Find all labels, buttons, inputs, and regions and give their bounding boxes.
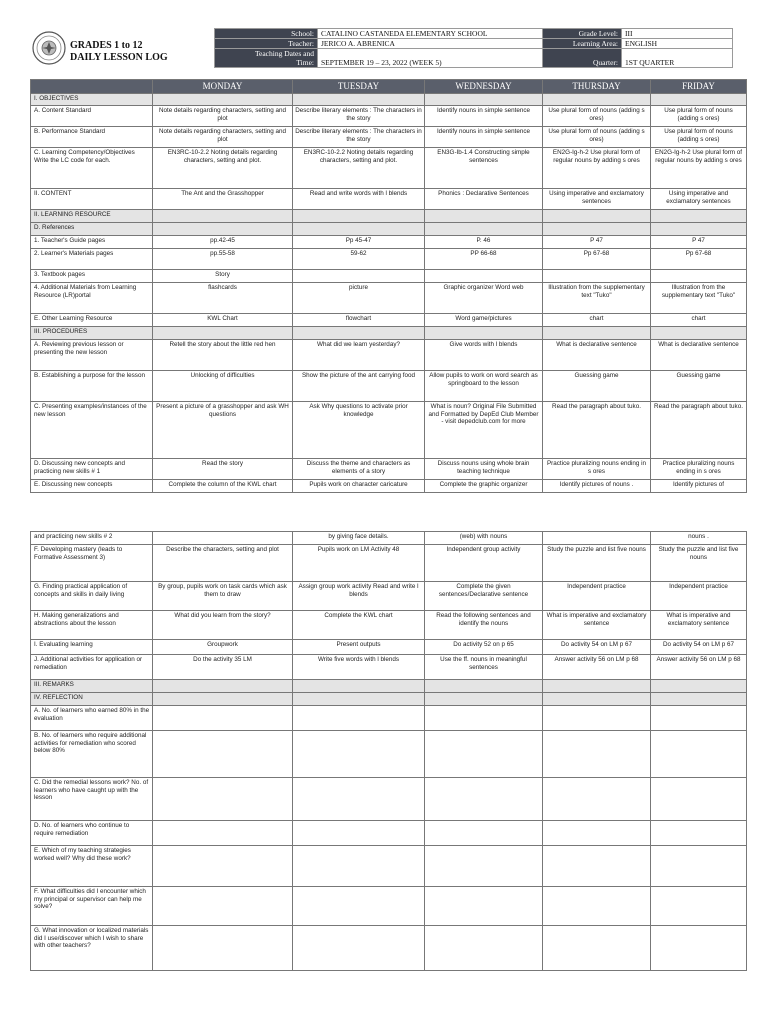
page2-row	[31, 778, 747, 821]
cell-thursday: EN2G-Ig-h-2 Use plural form of regular nouns by adding s ores	[543, 148, 651, 189]
cell-wednesday: What is noun? Original File Submitted and Formatted by DepEd Club Member - visit depedclub.com for more	[425, 402, 543, 459]
row-label: A. Content Standard	[31, 106, 153, 127]
deped-seal-logo	[32, 31, 66, 65]
cell-wednesday	[425, 887, 543, 926]
row-label: J. Additional activities for application or remediation	[31, 655, 153, 680]
cell-thursday	[543, 846, 651, 887]
cell-tuesday: Pupils work on LM Activity 48	[293, 545, 425, 582]
cell-thursday: Pp 67-68	[543, 249, 651, 270]
cell-monday	[153, 532, 293, 545]
day-header-row	[31, 80, 747, 94]
cell-tuesday: What did we learn yesterday?	[293, 340, 425, 371]
cell-tuesday	[293, 887, 425, 926]
cell-tuesday	[293, 327, 425, 340]
row-label: D. References	[31, 223, 153, 236]
cell-monday: Unlocking of difficulties	[153, 371, 293, 402]
row-label: C. Learning Competency/Objectives Write the LC code for each.	[31, 148, 153, 189]
cell-thursday: Study the puzzle and list five nouns	[543, 545, 651, 582]
quarter-value: 1ST QUARTER	[622, 49, 733, 68]
learning-area-label: Learning Area:	[543, 39, 622, 49]
cell-wednesday: PP 66-68	[425, 249, 543, 270]
cell-friday: Read the paragraph about tuko.	[651, 402, 747, 459]
cell-wednesday: Independent group activity	[425, 545, 543, 582]
cell-friday: Identify pictures of	[651, 480, 747, 493]
page2-row	[31, 846, 747, 887]
page1-row	[31, 270, 747, 283]
cell-wednesday: P. 46	[425, 236, 543, 249]
cell-friday	[651, 706, 747, 731]
cell-wednesday: Identify nouns in simple sentence	[425, 106, 543, 127]
row-label: 3. Textbook pages	[31, 270, 153, 283]
cell-tuesday	[293, 270, 425, 283]
page2-row	[31, 887, 747, 926]
cell-thursday	[543, 270, 651, 283]
cell-thursday: What is imperative and exclamatory sentence	[543, 611, 651, 640]
cell-monday: EN3RC-10-2.2 Noting details regarding characters, setting and plot.	[153, 148, 293, 189]
dates-value: SEPTEMBER 19 – 23, 2022 (WEEK 5)	[318, 49, 543, 68]
page2-row	[31, 655, 747, 680]
cell-wednesday: EN3G-Ib-1.4 Constructing simple sentences	[425, 148, 543, 189]
cell-thursday: Independent practice	[543, 582, 651, 611]
cell-monday	[153, 846, 293, 887]
cell-thursday	[543, 778, 651, 821]
cell-tuesday	[293, 680, 425, 693]
row-label: 1. Teacher's Guide pages	[31, 236, 153, 249]
cell-wednesday: (web) with nouns	[425, 532, 543, 545]
cell-thursday	[543, 680, 651, 693]
cell-wednesday	[425, 926, 543, 971]
cell-thursday: Illustration from the supplementary text "Tuko"	[543, 283, 651, 314]
row-label: A. Reviewing previous lesson or presenting the new lesson	[31, 340, 153, 371]
page2-row	[31, 821, 747, 846]
page1-row	[31, 459, 747, 480]
cell-monday	[153, 778, 293, 821]
row-label: F. Developing mastery (leads to Formative Assessment 3)	[31, 545, 153, 582]
cell-wednesday: Graphic organizer Word web	[425, 283, 543, 314]
cell-thursday: Guessing game	[543, 371, 651, 402]
quarter-label: Quarter:	[543, 49, 622, 68]
cell-thursday: What is declarative sentence	[543, 340, 651, 371]
page1-row	[31, 106, 747, 127]
cell-wednesday: Complete the graphic organizer	[425, 480, 543, 493]
cell-tuesday	[293, 821, 425, 846]
row-label: 2. Learner's Materials pages	[31, 249, 153, 270]
lesson-plan-table-page-2	[30, 531, 747, 971]
cell-wednesday	[425, 821, 543, 846]
cell-friday	[651, 210, 747, 223]
cell-tuesday	[293, 706, 425, 731]
cell-wednesday	[425, 327, 543, 340]
teacher-value: JERICO A. ABRENICA	[318, 39, 543, 49]
cell-tuesday: picture	[293, 283, 425, 314]
cell-tuesday: Write five words with l blends	[293, 655, 425, 680]
cell-thursday: chart	[543, 314, 651, 327]
cell-tuesday: Read and write words with l blends	[293, 189, 425, 210]
cell-thursday	[543, 926, 651, 971]
cell-tuesday: Pp 45-47	[293, 236, 425, 249]
page2-row	[31, 611, 747, 640]
cell-thursday	[543, 223, 651, 236]
cell-monday	[153, 210, 293, 223]
cell-friday: EN2G-Ig-h-2 Use plural form of regular nouns by adding s ores	[651, 148, 747, 189]
cell-thursday	[543, 532, 651, 545]
cell-monday: pp.42-45	[153, 236, 293, 249]
cell-friday: chart	[651, 314, 747, 327]
cell-friday: Study the puzzle and list five nouns	[651, 545, 747, 582]
cell-friday: P 47	[651, 236, 747, 249]
cell-tuesday: Describe literary elements : The characters in the story	[293, 127, 425, 148]
cell-thursday	[543, 327, 651, 340]
page1-row	[31, 148, 747, 189]
cell-thursday: Using imperative and exclamatory sentences	[543, 189, 651, 210]
cell-thursday: Do activity 54 on LM p 67	[543, 640, 651, 655]
page2-row	[31, 640, 747, 655]
cell-friday	[651, 778, 747, 821]
page1-row	[31, 210, 747, 223]
cell-tuesday: Show the picture of the ant carrying food	[293, 371, 425, 402]
cell-thursday: Use plural form of nouns (adding s ores)	[543, 106, 651, 127]
cell-monday: Story	[153, 270, 293, 283]
cell-monday: Present a picture of a grasshopper and ask WH questions	[153, 402, 293, 459]
cell-tuesday: Present outputs	[293, 640, 425, 655]
dates-label	[215, 49, 318, 68]
cell-wednesday: Read the following sentences and identify the nouns	[425, 611, 543, 640]
cell-monday: By group, pupils work on task cards which ask them to draw	[153, 582, 293, 611]
lesson-log-header	[30, 28, 746, 70]
cell-friday	[651, 94, 747, 106]
cell-friday	[651, 693, 747, 706]
row-label: D. No. of learners who continue to require remediation	[31, 821, 153, 846]
row-label: III. REMARKS	[31, 680, 153, 693]
row-label: C. Presenting examples/instances of the new lesson	[31, 402, 153, 459]
row-label: G. Finding practical application of concepts and skills in daily living	[31, 582, 153, 611]
cell-friday	[651, 270, 747, 283]
day-header-thursday: THURSDAY	[543, 80, 651, 94]
cell-monday: Read the story	[153, 459, 293, 480]
cell-wednesday: Word game/pictures	[425, 314, 543, 327]
page1-row	[31, 314, 747, 327]
row-label: C. Did the remedial lessons work? No. of learners who have caught up with the lesson	[31, 778, 153, 821]
row-label: D. Discussing new concepts and practicing new skills # 1	[31, 459, 153, 480]
cell-wednesday	[425, 693, 543, 706]
grade-title-line-1: GRADES 1 to 12	[70, 40, 143, 51]
cell-monday: What did you learn from the story?	[153, 611, 293, 640]
page2-row	[31, 693, 747, 706]
cell-tuesday	[293, 778, 425, 821]
cell-friday	[651, 887, 747, 926]
cell-tuesday	[293, 210, 425, 223]
page1-row	[31, 327, 747, 340]
dates-label-line-2: Time:	[296, 58, 314, 67]
cell-friday: Illustration from the supplementary text "Tuko"	[651, 283, 747, 314]
cell-monday: Complete the column of the KWL chart	[153, 480, 293, 493]
cell-monday	[153, 94, 293, 106]
row-label: E. Discussing new concepts	[31, 480, 153, 493]
row-label: II. CONTENT	[31, 189, 153, 210]
cell-monday: pp.55-58	[153, 249, 293, 270]
cell-friday: Use plural form of nouns (adding s ores)	[651, 106, 747, 127]
cell-tuesday	[293, 731, 425, 778]
cell-monday: Do the activity 35 LM	[153, 655, 293, 680]
cell-tuesday	[293, 846, 425, 887]
cell-wednesday: Use the ff. nouns in meaningful sentences	[425, 655, 543, 680]
row-label: II. LEARNING RESOURCE	[31, 210, 153, 223]
cell-friday: Independent practice	[651, 582, 747, 611]
cell-thursday	[543, 210, 651, 223]
cell-monday: Retell the story about the little red hen	[153, 340, 293, 371]
day-header-friday: FRIDAY	[651, 80, 747, 94]
cell-thursday	[543, 94, 651, 106]
cell-wednesday	[425, 223, 543, 236]
lesson-plan-table-page-1	[30, 79, 747, 493]
cell-tuesday: 59-62	[293, 249, 425, 270]
cell-thursday	[543, 887, 651, 926]
cell-wednesday	[425, 731, 543, 778]
learning-area-value: ENGLISH	[622, 39, 733, 49]
grade-title	[70, 40, 200, 64]
cell-tuesday: Describe literary elements : The characters in the story	[293, 106, 425, 127]
cell-tuesday: Discuss the theme and characters as elements of a story	[293, 459, 425, 480]
cell-thursday: Practice pluralizing nouns ending in s ores	[543, 459, 651, 480]
row-label: A. No. of learners who earned 80% in the evaluation	[31, 706, 153, 731]
teacher-label: Teacher:	[215, 39, 318, 49]
cell-monday: Note details regarding characters, setting and plot	[153, 127, 293, 148]
page1-row	[31, 371, 747, 402]
cell-friday	[651, 327, 747, 340]
school-info-table	[214, 28, 733, 68]
cell-friday: Practice pluralizing nouns ending in s ores	[651, 459, 747, 480]
page2-row	[31, 731, 747, 778]
cell-thursday: Identify pictures of nouns .	[543, 480, 651, 493]
grade-title-line-2: DAILY LESSON LOG	[70, 52, 168, 63]
cell-thursday	[543, 706, 651, 731]
cell-wednesday	[425, 706, 543, 731]
page1-row	[31, 283, 747, 314]
cell-wednesday: Identify nouns in simple sentence	[425, 127, 543, 148]
page2-row	[31, 706, 747, 731]
row-label: I. OBJECTIVES	[31, 94, 153, 106]
row-label: B. No. of learners who require additional activities for remediation who scored below 80%	[31, 731, 153, 778]
cell-monday	[153, 926, 293, 971]
cell-thursday: P 47	[543, 236, 651, 249]
cell-monday: Groupwork	[153, 640, 293, 655]
cell-wednesday: Complete the given sentences/Declarative sentence	[425, 582, 543, 611]
cell-wednesday: Phonics : Declarative Sentences	[425, 189, 543, 210]
cell-wednesday	[425, 210, 543, 223]
school-label: School:	[215, 29, 318, 39]
cell-friday: What is imperative and exclamatory sentence	[651, 611, 747, 640]
page1-row	[31, 94, 747, 106]
cell-tuesday	[293, 926, 425, 971]
cell-friday	[651, 846, 747, 887]
grade-level-value: III	[622, 29, 733, 39]
grade-level-label: Grade Level:	[543, 29, 622, 39]
cell-wednesday: Discuss nouns using whole brain teaching technique	[425, 459, 543, 480]
cell-monday	[153, 693, 293, 706]
page2-row	[31, 582, 747, 611]
cell-tuesday	[293, 223, 425, 236]
cell-wednesday: Allow pupils to work on word search as springboard to the lesson	[425, 371, 543, 402]
row-label: IV. REFLECTION	[31, 693, 153, 706]
row-label: III. PROCEDURES	[31, 327, 153, 340]
row-label: H. Making generalizations and abstractions about the lesson	[31, 611, 153, 640]
page1-row	[31, 127, 747, 148]
cell-wednesday	[425, 270, 543, 283]
cell-thursday: Answer activity 56 on LM p 68	[543, 655, 651, 680]
cell-friday: Do activity 54 on LM p 67	[651, 640, 747, 655]
row-label: E. Other Learning Resource	[31, 314, 153, 327]
row-label: F. What difficulties did I encounter which my principal or supervisor can help me solve?	[31, 887, 153, 926]
page1-row	[31, 480, 747, 493]
cell-monday	[153, 731, 293, 778]
page1-row	[31, 402, 747, 459]
cell-thursday	[543, 731, 651, 778]
cell-monday	[153, 706, 293, 731]
cell-monday	[153, 821, 293, 846]
cell-monday	[153, 223, 293, 236]
cell-monday: KWL Chart	[153, 314, 293, 327]
cell-monday: The Ant and the Grasshopper	[153, 189, 293, 210]
row-label: G. What innovation or localized materials did I use/discover which I wish to share with other teachers?	[31, 926, 153, 971]
cell-monday: Note details regarding characters, setting and plot	[153, 106, 293, 127]
cell-thursday: Read the paragraph about tuko.	[543, 402, 651, 459]
cell-friday: Guessing game	[651, 371, 747, 402]
cell-friday: Using imperative and exclamatory sentences	[651, 189, 747, 210]
cell-wednesday	[425, 846, 543, 887]
cell-thursday	[543, 693, 651, 706]
cell-monday: flashcards	[153, 283, 293, 314]
page1-row	[31, 189, 747, 210]
row-label: E. Which of my teaching strategies worked well? Why did these work?	[31, 846, 153, 887]
cell-tuesday: Ask Why questions to activate prior knowledge	[293, 402, 425, 459]
day-header-tuesday: TUESDAY	[293, 80, 425, 94]
cell-tuesday: Pupils work on character caricature	[293, 480, 425, 493]
page2-row	[31, 532, 747, 545]
cell-tuesday	[293, 94, 425, 106]
page2-row	[31, 680, 747, 693]
page1-row	[31, 223, 747, 236]
cell-friday	[651, 680, 747, 693]
cell-wednesday	[425, 680, 543, 693]
page2-row	[31, 926, 747, 971]
row-label: B. Performance Standard	[31, 127, 153, 148]
cell-wednesday: Do activity 52 on p 65	[425, 640, 543, 655]
cell-tuesday: EN3RC-10-2.2 Noting details regarding characters, setting and plot.	[293, 148, 425, 189]
school-value: CATALINO CASTANEDA ELEMENTARY SCHOOL	[318, 29, 543, 39]
cell-wednesday	[425, 778, 543, 821]
cell-tuesday: Complete the KWL chart	[293, 611, 425, 640]
cell-friday	[651, 821, 747, 846]
cell-thursday	[543, 821, 651, 846]
row-label: and practicing new skills # 2	[31, 532, 153, 545]
page1-row	[31, 340, 747, 371]
cell-friday: nouns .	[651, 532, 747, 545]
cell-tuesday: by giving face details.	[293, 532, 425, 545]
row-label: B. Establishing a purpose for the lesson	[31, 371, 153, 402]
row-label: I. Evaluating learning	[31, 640, 153, 655]
page2-row	[31, 545, 747, 582]
cell-thursday: Use plural form of nouns (adding s ores)	[543, 127, 651, 148]
cell-friday	[651, 926, 747, 971]
cell-wednesday: Give words with l blends	[425, 340, 543, 371]
cell-friday: What is declarative sentence	[651, 340, 747, 371]
cell-friday: Use plural form of nouns (adding s ores)	[651, 127, 747, 148]
day-header-blank	[31, 80, 153, 94]
dates-label-line-1: Teaching Dates and	[254, 49, 314, 58]
day-header-wednesday: WEDNESDAY	[425, 80, 543, 94]
cell-monday	[153, 680, 293, 693]
cell-tuesday: flowchart	[293, 314, 425, 327]
cell-friday	[651, 223, 747, 236]
cell-tuesday: Assign group work activity Read and write l blends	[293, 582, 425, 611]
cell-friday: Pp 67-68	[651, 249, 747, 270]
day-header-monday: MONDAY	[153, 80, 293, 94]
cell-monday	[153, 327, 293, 340]
row-label: 4. Additional Materials from Learning Resource (LR)portal	[31, 283, 153, 314]
cell-friday	[651, 731, 747, 778]
cell-tuesday	[293, 693, 425, 706]
cell-monday	[153, 887, 293, 926]
cell-friday: Answer activity 56 on LM p 68	[651, 655, 747, 680]
cell-monday: Describe the characters, setting and plot	[153, 545, 293, 582]
page1-row	[31, 249, 747, 270]
page1-row	[31, 236, 747, 249]
cell-wednesday	[425, 94, 543, 106]
